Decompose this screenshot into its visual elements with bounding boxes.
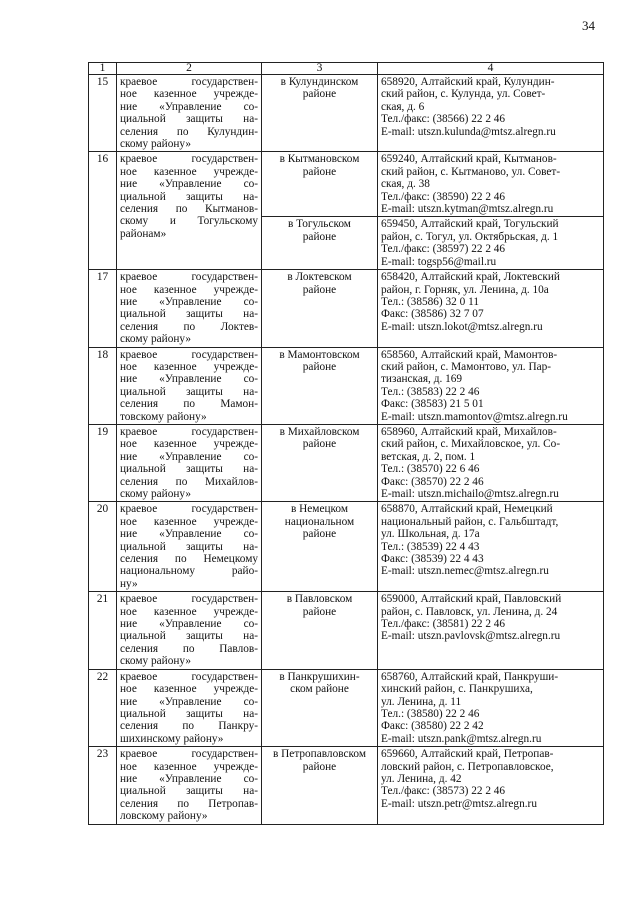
text-line: национальный район, с. Гальбштадт, xyxy=(381,515,559,528)
contact-details xyxy=(378,347,604,424)
text-line: циальной защиты на- xyxy=(120,707,258,720)
text-line: E-mail: utszn.michailo@mtsz.alregn.ru xyxy=(381,488,559,500)
text-line: 658760, Алтайский край, Панкруши- xyxy=(381,670,559,683)
text-line: ние «Управление со- xyxy=(120,450,258,463)
text-line: в Панкрушихин- xyxy=(279,670,360,683)
district-name xyxy=(262,75,378,152)
institution-name xyxy=(117,502,262,592)
text-line: Тел./факс: (38573) 22 2 46 xyxy=(381,785,506,798)
text-line: краевое государствен- xyxy=(120,503,258,516)
contact-details xyxy=(378,669,604,746)
text-line: районе xyxy=(302,760,337,773)
table-body xyxy=(89,75,604,825)
text-line: ное казенное учрежде- xyxy=(120,515,258,528)
row-number: 15 xyxy=(89,75,117,152)
text-line: район, с. Тогул, ул. Октябрьская, д. 1 xyxy=(381,230,559,243)
text-line: ное казенное учрежде- xyxy=(120,360,258,373)
text-line: районам» xyxy=(120,227,167,240)
text-line: циальной защиты на- xyxy=(120,630,258,643)
text-line: краевое государствен- xyxy=(120,271,258,284)
district-name xyxy=(262,152,378,217)
table-row xyxy=(89,424,604,501)
district-name xyxy=(262,502,378,592)
text-line: районе xyxy=(302,230,337,243)
text-line: E-mail: utszn.nemec@mtsz.alregn.ru xyxy=(381,565,549,578)
table-row xyxy=(89,747,604,824)
text-line: в Немецком xyxy=(290,503,349,516)
text-line: Факс: (38580) 22 2 42 xyxy=(381,720,484,733)
text-line: 658920, Алтайский край, Кулундин- xyxy=(381,76,555,88)
text-line: Факс: (38539) 22 4 43 xyxy=(381,553,484,566)
text-line: ский район, с. Михайловское, ул. Со- xyxy=(381,438,561,451)
text-line: ние «Управление со- xyxy=(120,295,258,308)
text-line: районе xyxy=(302,165,337,178)
text-line: национальному райо- xyxy=(120,565,258,578)
table-row xyxy=(89,669,604,746)
text-line: районе xyxy=(302,438,337,451)
text-line: циальной защиты на- xyxy=(120,308,258,321)
text-line: ное казенное учрежде- xyxy=(120,760,258,773)
text-line: ное казенное учрежде- xyxy=(120,683,258,696)
text-line: Тел./факс: (38597) 22 2 46 xyxy=(381,243,506,256)
text-line: ул. Ленина, д. 42 xyxy=(381,772,462,785)
district-name xyxy=(262,270,378,347)
contact-details xyxy=(378,502,604,592)
table-header xyxy=(89,63,604,75)
contact-details xyxy=(378,75,604,152)
text-line: селения по Михайлов- xyxy=(120,475,258,488)
text-line: селения по Немецкому xyxy=(120,553,258,566)
district-name xyxy=(262,347,378,424)
row-number: 20 xyxy=(89,502,117,592)
text-line: 658870, Алтайский край, Немецкий xyxy=(381,503,553,516)
text-line: ние «Управление со- xyxy=(120,772,258,785)
text-line: ский район, с. Кулунда, ул. Совет- xyxy=(381,88,546,101)
table-row xyxy=(89,347,604,424)
text-line: районе xyxy=(302,88,337,101)
text-line: краевое государствен- xyxy=(120,425,258,438)
text-line: район, с. Павловск, ул. Ленина, д. 24 xyxy=(381,605,558,618)
contact-details xyxy=(378,592,604,669)
text-line: ное казенное учрежде- xyxy=(120,438,258,451)
table-row xyxy=(89,75,604,152)
row-number: 16 xyxy=(89,152,117,270)
text-line: ветская, д. 2, пом. 1 xyxy=(381,450,476,463)
text-line: в Локтевском xyxy=(287,271,352,284)
header-row xyxy=(89,63,604,75)
text-line: хинский район, с. Панкрушиха, xyxy=(381,683,533,696)
institution-name xyxy=(117,152,262,270)
text-line: в Тогульском xyxy=(288,218,351,231)
district-name xyxy=(262,217,378,270)
row-number: 22 xyxy=(89,669,117,746)
row-number: 17 xyxy=(89,270,117,347)
table-row xyxy=(89,152,604,217)
institution-name xyxy=(117,347,262,424)
institutions-table xyxy=(88,62,604,825)
text-line: в Мамонтовском xyxy=(279,348,360,361)
contact-details xyxy=(378,217,604,270)
column-number-3: 3 xyxy=(262,63,378,75)
text-line: скому району» xyxy=(120,333,191,346)
text-line: 658960, Алтайский край, Михайлов- xyxy=(381,425,557,438)
table-row xyxy=(89,592,604,669)
text-line: E-mail: utszn.lokot@mtsz.alregn.ru xyxy=(381,320,543,333)
district-name xyxy=(262,592,378,669)
text-line: ский район, с. Мамонтово, ул. Пар- xyxy=(381,360,552,373)
text-line: районе xyxy=(302,528,337,541)
text-line: ное казенное учрежде- xyxy=(120,283,258,296)
text-line: в Кулундинском xyxy=(280,76,359,88)
text-line: E-mail: utszn.mamontov@mtsz.alregn.ru xyxy=(381,410,568,423)
district-name xyxy=(262,747,378,824)
text-line: ное казенное учрежде- xyxy=(120,165,258,178)
text-line: E-mail: utszn.kulunda@mtsz.alregn.ru xyxy=(381,125,556,138)
district-name xyxy=(262,424,378,501)
text-line: Тел.: (38586) 32 0 11 xyxy=(381,295,479,308)
text-line: ловский район, с. Петропавловское, xyxy=(381,760,554,773)
text-line: районе xyxy=(302,283,337,296)
row-number: 21 xyxy=(89,592,117,669)
text-line: циальной защиты на- xyxy=(120,463,258,476)
text-line: скому и Тогульскому xyxy=(120,215,258,228)
text-line: Тел.: (38539) 22 4 43 xyxy=(381,540,480,553)
text-line: Тел./факс: (38590) 22 2 46 xyxy=(381,190,506,203)
text-line: 658420, Алтайский край, Локтевский xyxy=(381,271,560,284)
text-line: селения по Кулундин- xyxy=(120,125,258,138)
text-line: районе xyxy=(302,605,337,618)
text-line: E-mail: utszn.petr@mtsz.alregn.ru xyxy=(381,797,537,810)
text-line: ние «Управление со- xyxy=(120,178,258,191)
text-line: краевое государствен- xyxy=(120,348,258,361)
column-number-4: 4 xyxy=(378,63,604,75)
text-line: ском районе xyxy=(290,683,349,696)
contact-details xyxy=(378,424,604,501)
text-line: Тел.: (38580) 22 2 46 xyxy=(381,707,480,720)
text-line: товскому району» xyxy=(120,410,207,423)
text-line: Тел./факс: (38566) 22 2 46 xyxy=(381,113,506,126)
column-number-2: 2 xyxy=(117,63,262,75)
text-line: в Петропавловском xyxy=(272,748,366,761)
contact-details xyxy=(378,152,604,217)
text-line: циальной защиты на- xyxy=(120,785,258,798)
text-line: E-mail: utszn.pank@mtsz.alregn.ru xyxy=(381,732,542,745)
text-line: Факс: (38583) 21 5 01 xyxy=(381,398,484,411)
text-line: ну» xyxy=(120,577,138,590)
text-line: 658560, Алтайский край, Мамонтов- xyxy=(381,348,558,361)
text-line: E-mail: togsp56@mail.ru xyxy=(381,255,497,268)
text-line: циальной защиты на- xyxy=(120,113,258,126)
text-line: краевое государствен- xyxy=(120,670,258,683)
text-line: циальной защиты на- xyxy=(120,190,258,203)
column-number-1: 1 xyxy=(89,63,117,75)
institution-name xyxy=(117,669,262,746)
institution-name xyxy=(117,75,262,152)
text-line: скому району» xyxy=(120,655,191,668)
contact-details xyxy=(378,270,604,347)
text-line: селения по Кытманов- xyxy=(120,203,258,216)
text-line: циальной защиты на- xyxy=(120,540,258,553)
row-number: 18 xyxy=(89,347,117,424)
text-line: ул. Школьная, д. 17а xyxy=(381,528,480,541)
text-line: в Михайловском xyxy=(279,425,360,438)
text-line: краевое государствен- xyxy=(120,748,258,761)
text-line: ние «Управление со- xyxy=(120,528,258,541)
text-line: селения по Локтев- xyxy=(120,320,258,333)
text-line: ская, д. 6 xyxy=(381,100,425,113)
text-line: селения по Петропав- xyxy=(120,797,258,810)
text-line: E-mail: utszn.kytman@mtsz.alregn.ru xyxy=(381,203,554,216)
text-line: скому району» xyxy=(120,138,191,151)
text-line: ние «Управление со- xyxy=(120,100,258,113)
text-line: ул. Ленина, д. 11 xyxy=(381,695,462,708)
text-line: краевое государствен- xyxy=(120,153,258,166)
text-line: Тел.: (38570) 22 6 46 xyxy=(381,463,480,476)
text-line: ное казенное учрежде- xyxy=(120,605,258,618)
contact-details xyxy=(378,747,604,824)
institution-name xyxy=(117,424,262,501)
text-line: селения по Павлов- xyxy=(120,642,258,655)
row-number: 19 xyxy=(89,424,117,501)
text-line: ние «Управление со- xyxy=(120,618,258,631)
text-line: 659000, Алтайский край, Павловский xyxy=(381,593,562,606)
text-line: селения по Мамон- xyxy=(120,398,258,411)
text-line: 659240, Алтайский край, Кытманов- xyxy=(381,153,557,166)
text-line: ский район, с. Кытманово, ул. Совет- xyxy=(381,165,561,178)
institution-name xyxy=(117,747,262,824)
text-line: тизанская, д. 169 xyxy=(381,373,463,386)
text-line: в Кытмановском xyxy=(279,153,360,166)
page-number: 34 xyxy=(582,18,595,33)
text-line: Факс: (38586) 32 7 07 xyxy=(381,308,484,321)
text-line: национальном xyxy=(284,515,355,528)
row-number: 23 xyxy=(89,747,117,824)
text-line: Тел.: (38583) 22 2 46 xyxy=(381,385,480,398)
text-line: ловскому району» xyxy=(120,810,208,823)
table-row xyxy=(89,502,604,592)
text-line: E-mail: utszn.pavlovsk@mtsz.alregn.ru xyxy=(381,630,561,643)
text-line: циальной защиты на- xyxy=(120,385,258,398)
text-line: район, г. Горняк, ул. Ленина, д. 10а xyxy=(381,283,549,296)
text-line: ние «Управление со- xyxy=(120,695,258,708)
district-name xyxy=(262,669,378,746)
text-line: Факс: (38570) 22 2 46 xyxy=(381,475,484,488)
institution-name xyxy=(117,592,262,669)
text-line: ное казенное учрежде- xyxy=(120,88,258,101)
text-line: краевое государствен- xyxy=(120,593,258,606)
text-line: селения по Панкру- xyxy=(120,720,258,733)
text-line: в Павловском xyxy=(286,593,353,606)
text-line: 659660, Алтайский край, Петропав- xyxy=(381,748,554,761)
text-line: 659450, Алтайский край, Тогульский xyxy=(381,218,559,231)
institution-name xyxy=(117,270,262,347)
text-line: ская, д. 38 xyxy=(381,178,430,191)
text-line: ние «Управление со- xyxy=(120,373,258,386)
text-line: краевое государствен- xyxy=(120,76,258,88)
text-line: районе xyxy=(302,360,337,373)
text-line: скому району» xyxy=(120,488,191,500)
text-line: Тел./факс: (38581) 22 2 46 xyxy=(381,618,506,631)
table-row xyxy=(89,270,604,347)
text-line: шихинскому району» xyxy=(120,732,224,745)
